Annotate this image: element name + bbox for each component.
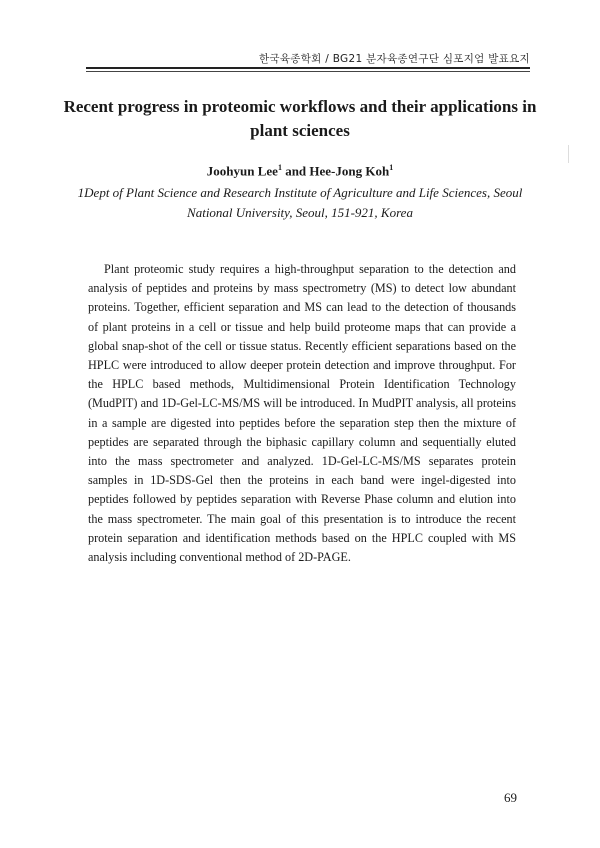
running-head: 한국육종학회 / BG21 분자육종연구단 심포지엄 발표요지	[258, 53, 530, 65]
author-affiliation-mark: 1	[389, 163, 394, 172]
author-name: Hee-Jong Koh	[309, 163, 390, 179]
header-rule-thin	[86, 71, 530, 72]
paper-title: Recent progress in proteomic workflows and their applications in plant sciences	[63, 97, 537, 140]
author-line	[60, 163, 540, 179]
author-name: Joohyun Lee	[206, 163, 278, 179]
affiliation-line: National University, Seoul, 151-921, Korea	[187, 205, 413, 220]
scan-mark	[568, 145, 569, 163]
page-number: 69	[504, 790, 517, 805]
abstract-paragraph: Plant proteomic study requires a high-throughput separation to the detection and analysis of peptides and proteins by mass spectrometry (MS) to detect low abundant proteins. Together, efficient separation and MS can lead to the detection of thousands of plant proteins in a cell or tissue and help build proteome maps that can provide a global snap-shot of the cell or tissue status. Recently efficient separations based on the HPLC were introduced to allow deeper protein detection and improve throughput. For the HPLC based methods, Multidimensional Protein Identification Technology (MudPIT) and 1D-Gel-LC-MS/MS will be introduced. In MudPIT analysis, all proteins in a sample are digested into peptides before the separation step then the mixture of peptides are separated through the biphasic capillary column and sequentially eluted into the mass spectrometer and analyzed. 1D-Gel-LC-MS/MS separates protein samples in 1D-SDS-Gel then the proteins in each band were ingel-digested into peptides followed by peptides separation with Reverse Phase column and elution into the mass spectrometer. The main goal of this presentation is to introduce the recent protein separation and identification methods based on the HPLC coupled with MS analysis including conventional method of 2D-PAGE.	[88, 262, 516, 565]
affiliation-line: 1Dept of Plant Science and Research Institute of Agriculture and Life Sciences, Seoul	[77, 185, 523, 200]
affiliation	[70, 183, 530, 223]
author-separator: and	[281, 163, 310, 179]
header-rule-thick	[86, 67, 530, 69]
author-affiliation-mark: 1	[277, 163, 282, 172]
